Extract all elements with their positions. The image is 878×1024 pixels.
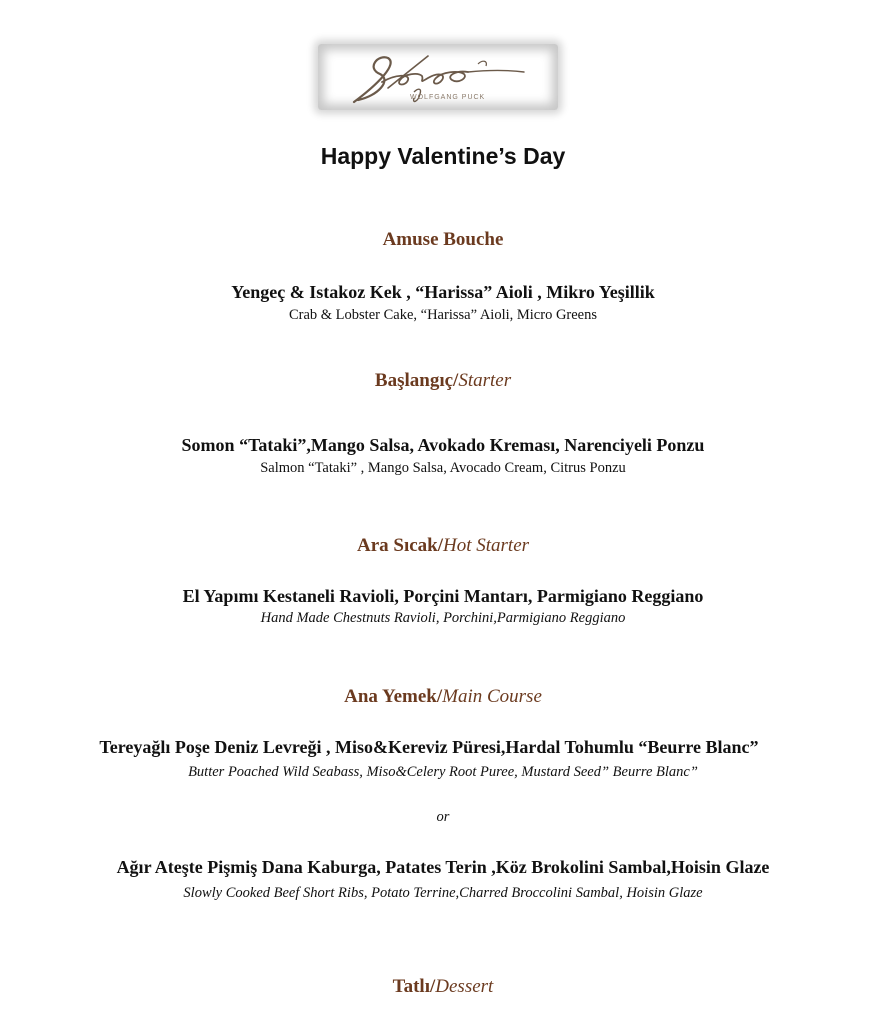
dish-title-tr: Somon “Tataki”,Mango Salsa, Avokado Kreması, Narenciyeli Ponzu [181,435,705,455]
course-heading-tr: Ana Yemek/ [344,686,443,707]
course-heading-amuse-bouche [0,229,878,251]
course-heading-hot-starter [0,535,878,557]
course-heading-tr: Başlangıç/ [374,370,459,391]
dish-title-tr: El Yapımı Kestaneli Ravioli, Porçini Mantarı, Parmigiano Reggiano [182,586,704,606]
logo-subtitle: WOLFGANG PUCK [410,94,486,101]
course-heading-main-course [0,686,878,708]
course-heading-en: Dessert [435,976,494,997]
dish-title-tr: Ağır Ateşte Pişmiş Dana Kaburga, Patates Terin ,Köz Brokolini Sambal,Hoisin Glaze [116,857,770,877]
course-heading-starter [0,370,878,392]
course-heading-en: Main Course [442,686,542,707]
course-heading-en: Hot Starter [443,535,530,556]
dish-description-en: Hand Made Chestnuts Ravioli, Porchini,Parmigiano Reggiano [260,610,626,626]
or-separator: or [436,809,450,825]
page-title: Happy Valentine’s Day [320,143,566,169]
course-heading-tr: Amuse Bouche [382,229,504,250]
course-heading-tr: Ara Sıcak/ [356,535,443,556]
dish-description-en: Butter Poached Wild Seabass, Miso&Celery Root Puree, Mustard Seed” Beurre Blanc” [188,764,698,780]
dish-title-tr: Tereyağlı Poşe Deniz Levreği , Miso&Kereviz Püresi,Hardal Tohumlu “Beurre Blanc” [99,737,759,757]
dish-description-en: Slowly Cooked Beef Short Ribs, Potato Terrine,Charred Broccolini Sambal, Hoisin Glaze [183,885,703,901]
dish-description-en: Salmon “Tataki” , Mango Salsa, Avocado Cream, Citrus Ponzu [260,460,626,476]
course-heading-dessert [0,976,878,998]
dish-description-en: Crab & Lobster Cake, “Harissa” Aioli, Micro Greens [288,307,598,323]
dish-title-tr: Yengeç & Istakoz Kek , “Harissa” Aioli , Mikro Yeşillik [231,282,655,302]
course-heading-en: Starter [458,370,512,391]
spago-logo [318,44,558,110]
course-heading-tr: Tatlı/ [392,976,436,997]
